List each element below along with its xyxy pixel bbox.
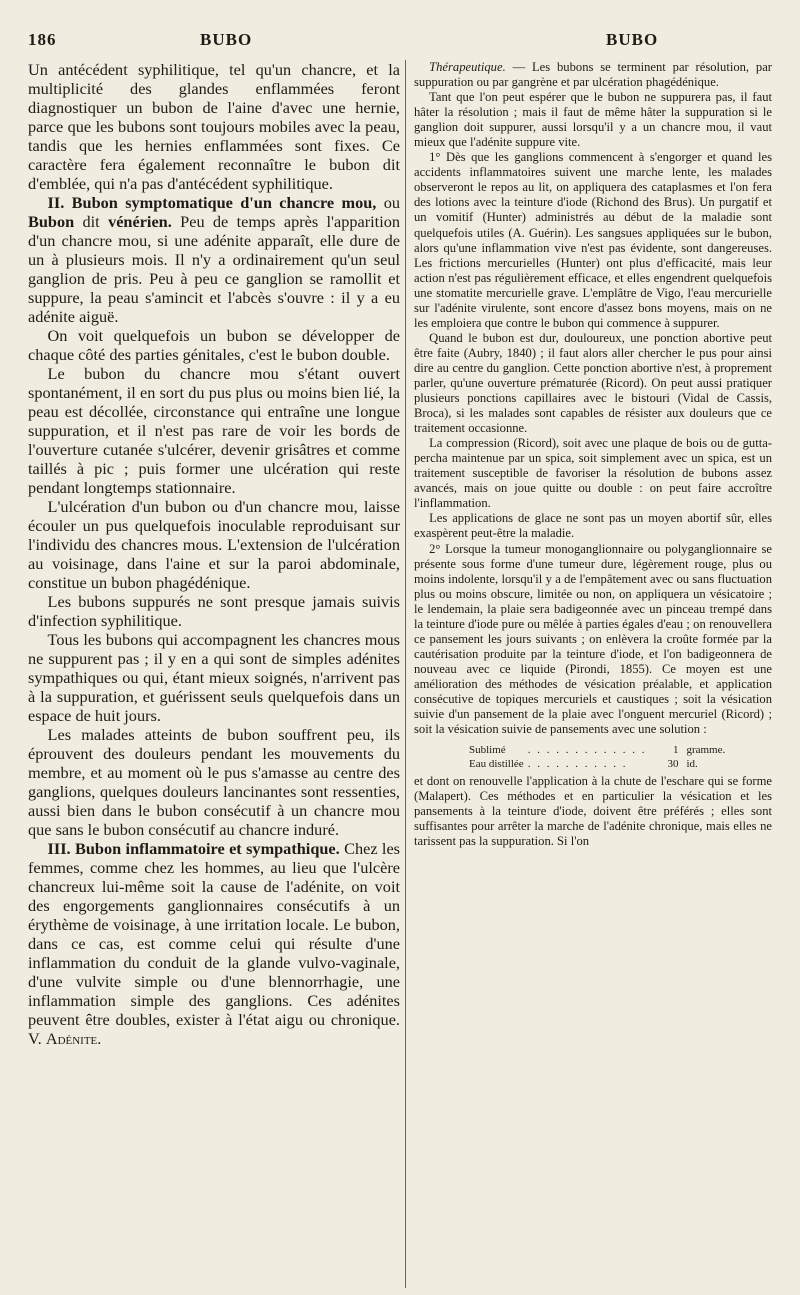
- paragraph: et dont on renouvelle l'application à la chute de l'eschare qui se forme (Malapert). Ces méthodes et en particulier la vésication et les pansements à la teinture d'iode, doivent être préférés ; elles sont suffisantes pour arrêter la marche de l'adénite chronique, mais elles ne tarissent pas la suppuration. Si l'on: [414, 774, 772, 849]
- paragraph: Tant que l'on peut espérer que le bubon ne suppurera pas, il faut hâter la résolution ; mais il faut de même hâter la suppuration si le ganglion doit suppurer, aussi lorsqu'il y a un chancre mou, il vaut mieux que l'adénite suppure vite.: [414, 90, 772, 150]
- left-running-title: BUBO: [200, 30, 253, 49]
- formula-row: [469, 757, 725, 771]
- section-title: Bubon: [28, 212, 75, 231]
- paragraph: On voit quelquefois un bubon se développer de chaque côté des parties génitales, c'est le bubon double.: [28, 326, 400, 364]
- section-ii: II. Bubon symptomatique d'un chancre mou, ou Bubon dit vénérien. Peu de temps après l'apparition d'un chancre mou, si une adénite apparaît, elle dure de un à plusieurs mois. Il n'y a ordinairement qu'un seul ganglion de pris. Peu à peu ce ganglion se ramollit et suppure, la peau s'amincit et l'abcès s'ouvre : il y a eu adénite aiguë.: [28, 193, 400, 326]
- prescription-formula: [469, 743, 725, 771]
- paragraph: Les malades atteints de bubon souffrent peu, ils éprouvent des douleurs pendant les mouvements du membre, et au moment où le pus s'amasse au centre des ganglions, quelques douleurs lancinantes sont ressenties, aussi bien dans le bubon consécutif à un chancre mou que sans le bubon consécutif au chancre induré.: [28, 725, 400, 839]
- paragraph: 1° Dès que les ganglions commencent à s'engorger et quand les accidents inflammatoires suivent une marche lente, les malades observeront le repos au lit, on appliquera des cataplasmes et l'on fera des lotions avec la teinture d'iode (Richond des Brus). Un purgatif et un vomitif (Hunter) administrés au début de la maladie sont quelquefois utiles (A. Guérin). Les sangsues appliquées sur le bubon, alors qu'une inflammation vive n'est pas évidente, sont dangereuses. Les frictions mercurielles (Hunter) ont plus d'efficacité, mais leur action n'est pas régulièrement efficace, et elles engendrent quelquefois une stomatite mercurielle grave. L'emplâtre de Vigo, l'eau mercurielle sur l'adénite virulente, sont encore d'assez bons moyens, mais on ne les emploiera que contre le bubon qui commence à suppurer.: [414, 150, 772, 330]
- ingredient-unit: gramme.: [686, 744, 726, 757]
- leader-dots: . . . . . . . . . . . . .: [527, 744, 647, 757]
- paragraph: L'ulcération d'un bubon ou d'un chancre mou, laisse écouler un pus quelquefois inoculable reproduisant sur l'individu des chancres mous. L'extension de l'ulcération au voisinage, dans l'aine et sur la paroi abdominale, constitue un bubon phagédénique.: [28, 497, 400, 592]
- paragraph: Les applications de glace ne sont pas un moyen abortif sûr, elles exaspèrent peut-être la maladie.: [414, 511, 772, 541]
- therapeutics-intro: Thérapeutique. — Les bubons se terminent par résolution, par suppuration ou par gangrène et par ulcération phagédénique.: [414, 60, 772, 90]
- ingredient-qty: 1: [672, 744, 679, 757]
- paragraph: Tous les bubons qui accompagnent les chancres mous ne suppurent pas ; il y en a qui sont de simples adénites sympathiques ou qui, étant mieux soignés, n'arrivent pas à la suppuration, et guérissent seuls quelquefois dans un espace de huit jours.: [28, 630, 400, 725]
- section-text: Peu de temps après l'apparition d'un chancre mou, si une adénite apparaît, elle dure de un à plusieurs mois. Il n'y a ordinairement qu'un seul ganglion de pris. Peu à peu ce ganglion se ramollit et suppure, la peau s'amincit et l'abcès s'ouvre : il y a eu adénite aiguë.: [28, 212, 400, 326]
- right-running-title: BUBO: [606, 30, 659, 49]
- formula-row: [469, 743, 725, 757]
- paragraph: Les bubons suppurés ne sont presque jamais suivis d'infection syphilitique.: [28, 592, 400, 630]
- page-number: 186: [28, 30, 57, 49]
- section-text: Chez les femmes, comme chez les hommes, au lieu que l'ulcère chancreux lui-même soit la cause de l'adénite, on voit des engorgements ganglionnaires consécutifs à un érythème de voisinage, à une irritation locale. Le bubon, dans ce cas, est comme celui qui résulte d'une inflammation du conduit de la glande vulvo-vaginale, d'une vulvite simple ou d'une blennorrhagie, une inflammation simple des ganglions. Ces adénites peuvent être doubles, exister à l'état aigu ou chronique. V.: [28, 839, 400, 1048]
- section-lead: Thérapeutique.: [429, 60, 506, 74]
- ingredient-name: Eau distillée: [469, 758, 524, 771]
- cross-reference: Adénite.: [45, 1029, 102, 1048]
- paragraph: Quand le bubon est dur, douloureux, une ponction abortive peut être faite (Aubry, 1840) ; il faut alors aller chercher le pus pour ainsi dire au centre du ganglion. Cette ponction abortive n'est, à proprement parler, qu'une ouverture prématurée (Ricord). On peut aussi pratiquer plusieurs ponctions capillaires avec le bistouri (Vidal de Cassis, Broca), si les malades sont capables de résister aux douleurs que ce traitement occasionne.: [414, 330, 772, 436]
- ingredient-qty: 30: [667, 758, 679, 771]
- right-column: [414, 60, 772, 1290]
- section-number: II.: [47, 193, 65, 212]
- paragraph: La compression (Ricord), soit avec une plaque de bois ou de gutta-percha maintenue par un spica, soit simplement avec un spica, est un traitement susceptible de favoriser la résolution de bubons assez avancés, mais on joue quitte ou double : on peut faire accroître l'inflammation.: [414, 436, 772, 511]
- paragraph: 2° Lorsque la tumeur monoganglionnaire ou polyganglionnaire se présente sous forme d'une tumeur dure, légèrement rouge, plus ou moins indolente, lorsqu'il y a de l'empâtement avec ou sans fluctuation plus ou moins obscure, limitée ou non, on appliquera un vésicatoire ; le lendemain, la plaie sera badigeonnée avec un pinceau trempé dans la teinture d'iode pure ou mêlée à parties égales d'eau ; on renouvellera ce pansement les jours suivants ; on enlèvera la croûte formée par la cautérisation produite par la teinture d'iode, et l'on badigeonnera de nouveau avec ce liquide (Pirondi, 1855). Ce moyen est une amélioration des méthodes de vésication préalable, et application consécutive de topiques mercuriels et caustiques ; soit la vésication suivie d'un pansement de la plaie avec l'onguent mercuriel (Ricord) ; soit la vésication suivie de pansements avec une solution :: [414, 541, 772, 737]
- left-column: [28, 60, 400, 1290]
- ingredient-unit: id.: [686, 758, 698, 771]
- ingredient-name: Sublimé: [469, 744, 506, 757]
- paragraph: Un antécédent syphilitique, tel qu'un chancre, et la multiplicité des glandes enflammées feront diagnostiquer un bubon de l'aine d'avec une hernie, parce que les bubons sont toujours mobiles avec la peau, tandis que les hernies enflammées sont fixes. Ce caractère fera également reconnaître le bubon dit d'emblée, qui n'a pas d'antécédent syphilitique.: [28, 60, 400, 193]
- section-title: vénérien.: [108, 212, 172, 231]
- section-number: III.: [47, 839, 71, 858]
- section-title: Bubon symptomatique d'un chancre mou,: [71, 193, 377, 212]
- paragraph: Le bubon du chancre mou s'étant ouvert spontanément, il en sort du pus plus ou moins bien lié, la peau est décollée, circonstance qui entraîne une longue suppuration, et il n'est pas rare de voir les bords de l'ouverture cutanée s'ulcérer, devenir grisâtres et comme taillés à pic ; puis former une ulcération qui reste pendant longtemps stationnaire.: [28, 364, 400, 497]
- section-title: Bubon inflammatoire et sympathique.: [75, 839, 340, 858]
- section-iii: [28, 839, 400, 1048]
- column-divider: [405, 60, 406, 1288]
- running-header: [28, 30, 788, 56]
- leader-dots: . . . . . . . . . . .: [527, 758, 628, 771]
